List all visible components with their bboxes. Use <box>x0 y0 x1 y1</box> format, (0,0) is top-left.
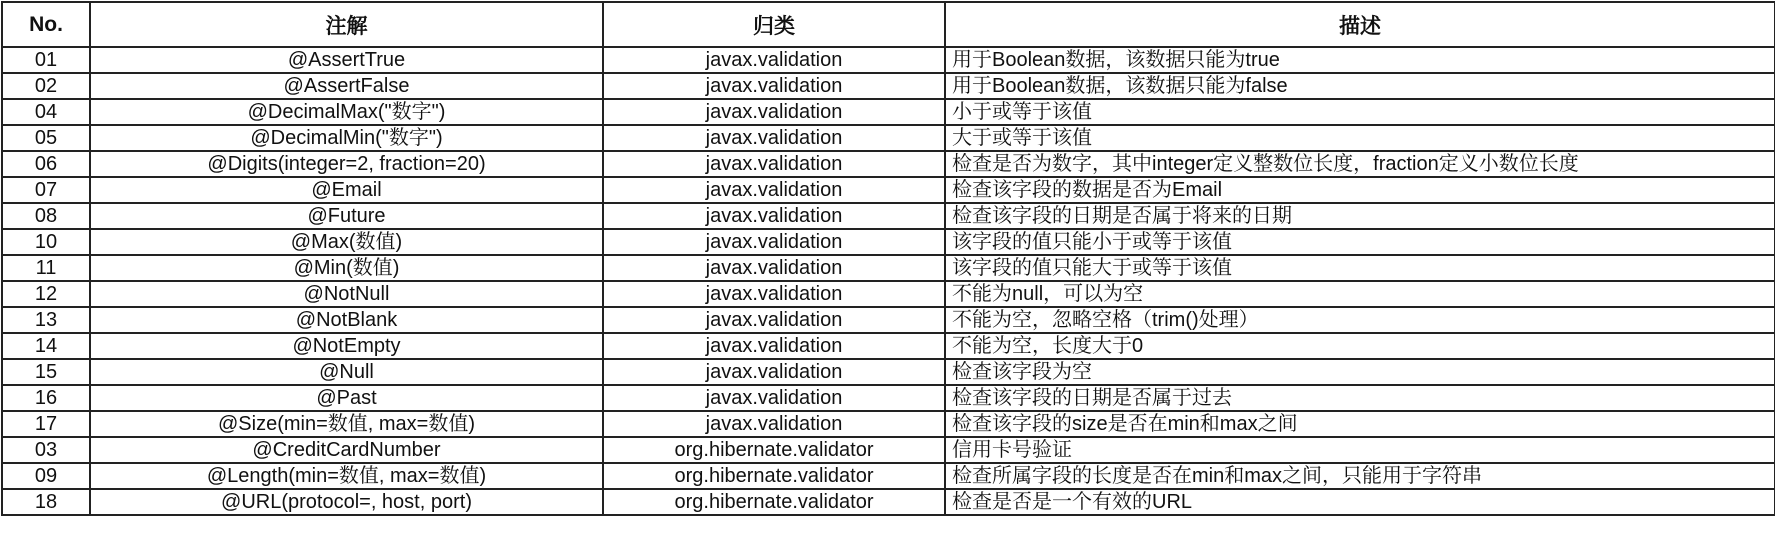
header-description: 描述 <box>945 2 1775 47</box>
table-row <box>2 203 1775 229</box>
cell-annotation: @Digits(integer=2, fraction=20) <box>90 151 603 177</box>
table-row <box>2 255 1775 281</box>
cell-no: 18 <box>2 489 90 515</box>
cell-no: 04 <box>2 99 90 125</box>
table-row <box>2 411 1775 437</box>
cell-description: 检查该字段的size是否在min和max之间 <box>945 411 1775 437</box>
cell-category: javax.validation <box>603 99 945 125</box>
cell-annotation: @DecimalMin("数字") <box>90 125 603 151</box>
table-row <box>2 229 1775 255</box>
table-row <box>2 177 1775 203</box>
cell-annotation: @NotBlank <box>90 307 603 333</box>
cell-no: 17 <box>2 411 90 437</box>
annotation-table <box>1 1 1775 516</box>
header-annotation: 注解 <box>90 2 603 47</box>
cell-category: javax.validation <box>603 151 945 177</box>
cell-category: org.hibernate.validator <box>603 489 945 515</box>
cell-no: 15 <box>2 359 90 385</box>
cell-category: javax.validation <box>603 73 945 99</box>
cell-annotation: @Future <box>90 203 603 229</box>
table-row <box>2 47 1775 73</box>
cell-no: 13 <box>2 307 90 333</box>
cell-no: 14 <box>2 333 90 359</box>
cell-annotation: @CreditCardNumber <box>90 437 603 463</box>
cell-category: javax.validation <box>603 125 945 151</box>
cell-annotation: @Max(数值) <box>90 229 603 255</box>
cell-description: 大于或等于该值 <box>945 125 1775 151</box>
cell-annotation: @Min(数值) <box>90 255 603 281</box>
table-row <box>2 463 1775 489</box>
cell-description: 小于或等于该值 <box>945 99 1775 125</box>
cell-description: 检查该字段为空 <box>945 359 1775 385</box>
table-row <box>2 307 1775 333</box>
header-row <box>2 2 1775 47</box>
cell-description: 该字段的值只能大于或等于该值 <box>945 255 1775 281</box>
cell-description: 检查该字段的数据是否为Email <box>945 177 1775 203</box>
cell-description: 检查所属字段的长度是否在min和max之间，只能用于字符串 <box>945 463 1775 489</box>
cell-category: org.hibernate.validator <box>603 463 945 489</box>
table-row <box>2 281 1775 307</box>
cell-no: 01 <box>2 47 90 73</box>
cell-description: 检查是否为数字，其中integer定义整数位长度，fraction定义小数位长度 <box>945 151 1775 177</box>
cell-description: 不能为null，可以为空 <box>945 281 1775 307</box>
cell-annotation: @DecimalMax("数字") <box>90 99 603 125</box>
cell-category: javax.validation <box>603 281 945 307</box>
cell-description: 用于Boolean数据，该数据只能为true <box>945 47 1775 73</box>
cell-category: javax.validation <box>603 307 945 333</box>
cell-no: 12 <box>2 281 90 307</box>
cell-description: 检查是否是一个有效的URL <box>945 489 1775 515</box>
cell-annotation: @Null <box>90 359 603 385</box>
table-row <box>2 385 1775 411</box>
cell-no: 11 <box>2 255 90 281</box>
cell-category: javax.validation <box>603 411 945 437</box>
cell-description: 检查该字段的日期是否属于将来的日期 <box>945 203 1775 229</box>
table-body <box>2 47 1775 515</box>
cell-category: javax.validation <box>603 177 945 203</box>
cell-no: 16 <box>2 385 90 411</box>
cell-annotation: @NotNull <box>90 281 603 307</box>
cell-annotation: @URL(protocol=, host, port) <box>90 489 603 515</box>
table-row <box>2 125 1775 151</box>
table-row <box>2 489 1775 515</box>
cell-annotation: @Length(min=数值, max=数值) <box>90 463 603 489</box>
cell-no: 09 <box>2 463 90 489</box>
cell-no: 05 <box>2 125 90 151</box>
table-row <box>2 99 1775 125</box>
cell-no: 03 <box>2 437 90 463</box>
cell-description: 用于Boolean数据，该数据只能为false <box>945 73 1775 99</box>
cell-category: javax.validation <box>603 385 945 411</box>
cell-no: 08 <box>2 203 90 229</box>
cell-category: javax.validation <box>603 255 945 281</box>
cell-category: javax.validation <box>603 229 945 255</box>
cell-annotation: @AssertFalse <box>90 73 603 99</box>
cell-description: 信用卡号验证 <box>945 437 1775 463</box>
cell-description: 不能为空，长度大于0 <box>945 333 1775 359</box>
cell-category: javax.validation <box>603 333 945 359</box>
cell-description: 不能为空，忽略空格（trim()处理） <box>945 307 1775 333</box>
cell-category: javax.validation <box>603 203 945 229</box>
cell-description: 检查该字段的日期是否属于过去 <box>945 385 1775 411</box>
cell-category: javax.validation <box>603 47 945 73</box>
cell-annotation: @AssertTrue <box>90 47 603 73</box>
table-header <box>2 2 1775 47</box>
cell-annotation: @NotEmpty <box>90 333 603 359</box>
header-no: No. <box>2 2 90 47</box>
cell-no: 02 <box>2 73 90 99</box>
cell-no: 10 <box>2 229 90 255</box>
cell-no: 07 <box>2 177 90 203</box>
table-row <box>2 73 1775 99</box>
cell-annotation: @Size(min=数值, max=数值) <box>90 411 603 437</box>
table-row <box>2 359 1775 385</box>
cell-category: javax.validation <box>603 359 945 385</box>
table-row <box>2 437 1775 463</box>
cell-annotation: @Past <box>90 385 603 411</box>
cell-category: org.hibernate.validator <box>603 437 945 463</box>
cell-annotation: @Email <box>90 177 603 203</box>
cell-no: 06 <box>2 151 90 177</box>
table-row <box>2 151 1775 177</box>
header-category: 归类 <box>603 2 945 47</box>
table-row <box>2 333 1775 359</box>
cell-description: 该字段的值只能小于或等于该值 <box>945 229 1775 255</box>
